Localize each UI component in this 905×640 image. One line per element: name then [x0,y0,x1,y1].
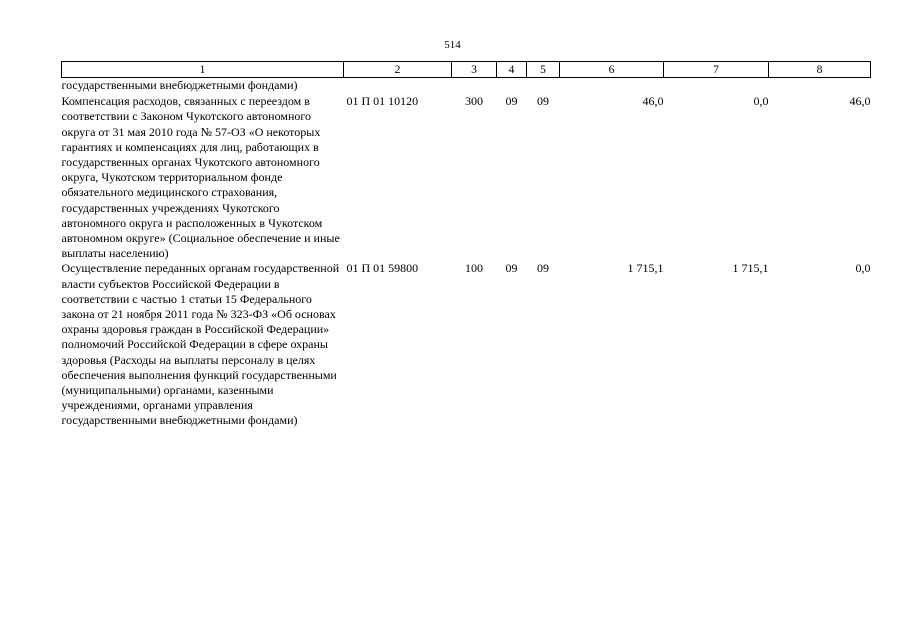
row-col6: 1 715,1 [627,261,664,276]
row-code: 01 П 01 59800 [346,261,419,276]
row-col4: 09 [505,94,518,109]
table-row [62,261,871,428]
header-col-3: 3 [452,62,497,78]
row-col8: 46,0 [849,94,871,109]
row-col3: 100 [465,261,483,276]
row-name: Осуществление переданных органам государственной власти субъектов Российской Федерации в соответствии с частью 1 статьи 15 Федерального закона от 21 ноября 2011 года № 323-ФЗ «Об основах охраны здоровья граждан в Российской Федерации» полномочий Российской Федерации в сфере охраны здоровья (Расходы на выплаты персоналу в целях обеспечения выполнения функций государственными (муниципальными) органами, казенными учреждениями, органами управления государственными внебюджетными фондами) [61,261,340,428]
table-row [62,93,871,261]
row-name: Компенсация расходов, связанных с переездом в соответствии с Законом Чукотского автономного округа от 31 мая 2010 года № 57-ОЗ «О некоторых гарантиях и компенсациях для лиц, работающих в государственных органах Чукотского автономного округа, Чукотском территориальном фонде обязательного медицинского страхования, государственных учреждениях Чукотского автономного округа и расположенных в Чукотском автономном округе» (Социальное обеспечение и иные выплаты населению) [61,94,340,261]
budget-table [61,61,871,429]
continuation-row [62,78,871,94]
header-col-8: 8 [769,62,871,78]
row-col8: 0,0 [855,261,871,276]
continuation-text: государственными внебюджетными фондами) [61,78,298,92]
header-col-7: 7 [664,62,769,78]
header-col-5: 5 [527,62,560,78]
row-col7: 0,0 [753,94,769,109]
header-col-4: 4 [497,62,527,78]
page-number: 514 [444,39,461,51]
row-code: 01 П 01 10120 [346,94,419,109]
header-col-6: 6 [560,62,664,78]
row-col6: 46,0 [642,94,664,109]
row-col3: 300 [465,94,483,109]
header-row [62,62,871,78]
row-col7: 1 715,1 [732,261,769,276]
row-col4: 09 [505,261,518,276]
row-col5: 09 [537,261,549,276]
row-col5: 09 [537,94,549,109]
header-col-1: 1 [62,62,344,78]
header-col-2: 2 [344,62,452,78]
